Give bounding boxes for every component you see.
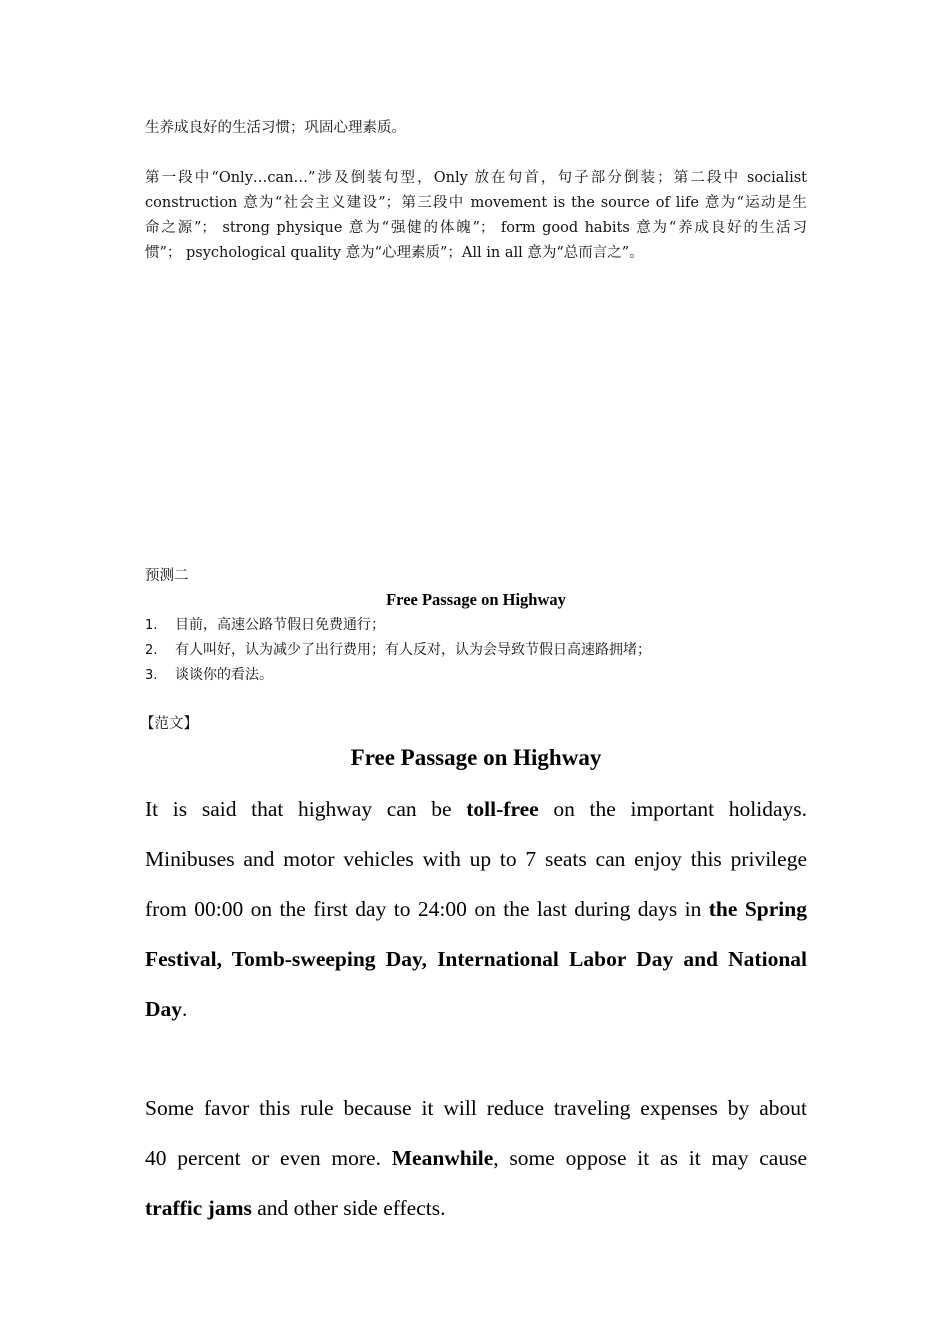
list-number: 2. (145, 643, 158, 658)
list-text: 谈谈你的看法。 (175, 667, 273, 683)
essay-line (145, 784, 807, 834)
bold-term: Festival, Tomb-sweeping Day, International Labor Day and National (145, 947, 807, 971)
analysis-paragraph (145, 166, 807, 266)
text-run: 40 percent or even more. (145, 1146, 392, 1170)
list-number: 3. (145, 668, 158, 683)
essay-line: Some favor this rule because it will reduce traveling expenses by about (145, 1096, 807, 1120)
bold-term: toll-free (466, 797, 539, 821)
essay-line (145, 934, 807, 984)
list-item (145, 638, 807, 663)
top-line: 生养成良好的生活习惯；巩固心理素质。 (145, 120, 406, 136)
essay-line (145, 884, 807, 934)
list-item (145, 613, 807, 638)
bold-term: Day (145, 997, 183, 1021)
text-run: from 00:00 on the first day to 24:00 on the last during days in (145, 897, 709, 921)
essay-line: Minibuses and motor vehicles with up to 7 seats can enjoy this privilege (145, 847, 807, 871)
essay-title: Free Passage on Highway (350, 745, 602, 770)
list-item (145, 663, 807, 688)
text-run: . (182, 997, 188, 1021)
analysis-line: 命之源”； strong physique 意为“强健的体魄”； form good habits 意为“养成良好的生活习 (145, 220, 807, 236)
prompt-list (145, 613, 807, 688)
text-run: It is said that highway can be (145, 797, 467, 821)
prompt-title: Free Passage on Highway (386, 590, 566, 609)
sample-label: 【范文】 (140, 716, 198, 732)
essay-paragraph-1 (145, 784, 807, 1034)
essay-line (145, 1133, 807, 1183)
analysis-line: 惯”； psychological quality 意为“心理素质”；All in all 意为“总而言之”。 (145, 245, 644, 261)
text-run: and other side effects. (251, 1196, 446, 1220)
bold-term: traffic jams (145, 1196, 252, 1220)
text-run: on the important holidays. (538, 797, 807, 821)
section-label: 预测二 (145, 568, 189, 584)
analysis-line: construction 意为“社会主义建设”；第三段中 movement is the source of life 意为“运动是生 (145, 195, 807, 211)
bold-term: the Spring (708, 897, 807, 921)
essay-line (145, 984, 807, 1034)
essay-line (145, 1183, 807, 1233)
analysis-line: 第一段中“Only…can…”涉及倒装句型，Only 放在句首，句子部分倒装；第二段中 socialist (145, 170, 807, 186)
list-text: 有人叫好，认为减少了出行费用；有人反对，认为会导致节假日高速路拥堵； (175, 642, 651, 658)
list-text: 目前，高速公路节假日免费通行； (175, 617, 385, 633)
bold-term: Meanwhile (391, 1146, 494, 1170)
essay-paragraph-2 (145, 1083, 807, 1233)
list-number: 1. (145, 618, 158, 633)
text-run: , some oppose it as it may cause (493, 1146, 807, 1170)
